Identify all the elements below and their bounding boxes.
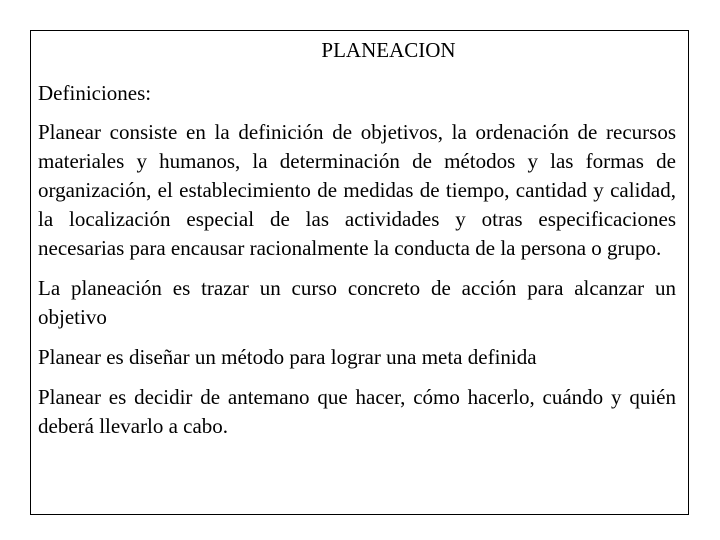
definition-paragraph-1: Planear consiste en la definición de objetivos, la ordenación de recursos materiales y humanos, la determinación de métodos y las formas de organización, el establecimiento de medidas de tiempo, cantidad y calidad, la localización especial de las actividades y otras especificaciones necesarias para encausar racionalmente la conducta de la persona o grupo. [38,120,676,260]
document-frame [30,30,689,515]
definition-paragraph-2: La planeación es trazar un curso concreto de acción para alcanzar un objetivo [38,276,676,329]
definition-paragraph-4: Planear es decidir de antemano que hacer, cómo hacerlo, cuándo y quién deberá llevarlo a cabo. [38,385,676,438]
document-body [38,79,676,452]
definition-paragraph-3: Planear es diseñar un método para lograr una meta definida [38,345,537,369]
document-title: PLANEACION [321,38,456,62]
definitions-heading: Definiciones: [38,81,152,105]
